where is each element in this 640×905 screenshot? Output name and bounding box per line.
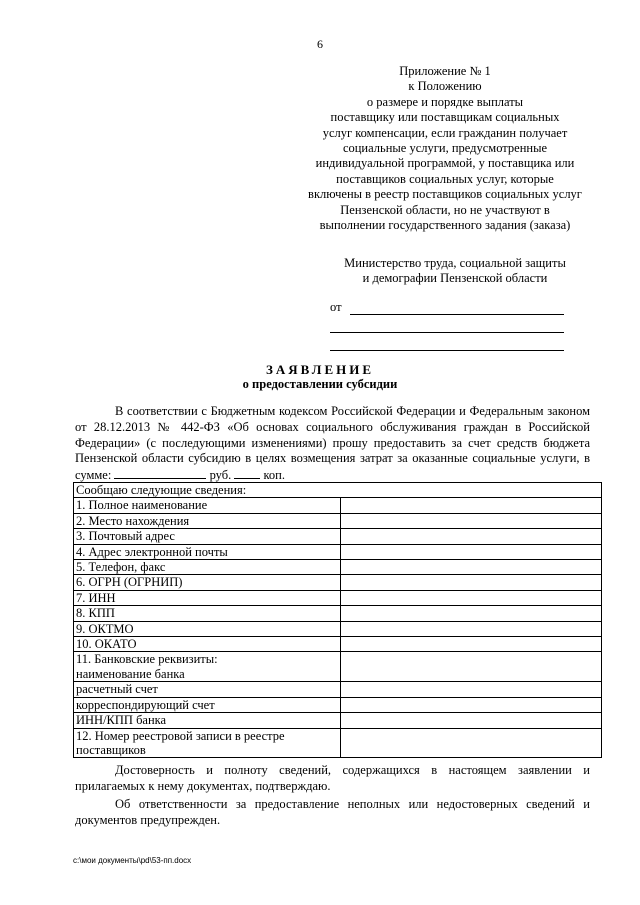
from-label: от [330,300,342,314]
from-rule [350,314,564,315]
table-row [74,728,602,758]
row-label: 5. Телефон, факс [74,560,341,575]
table-row [74,713,602,728]
from-rule [330,350,564,351]
row-value[interactable] [341,529,602,544]
appendix-line: социальные услуги, предусмотренные [342,141,548,156]
row-label: 1. Полное наименование [74,498,341,513]
table-row [74,498,602,513]
row-label: ИНН/КПП банка [74,713,341,728]
footer-file-path: c:\мои документы\pd\53-пп.docx [73,856,192,865]
kop-label: коп. [263,468,285,483]
table-row [74,513,602,528]
amount-rub-field[interactable] [114,467,206,479]
row-label: расчетный счет [74,682,341,697]
appendix-line: о размере и порядке выплаты [366,94,524,109]
closing-paragraphs [75,762,590,830]
row-label: 6. ОГРН (ОГРНИП) [74,575,341,590]
table-row [74,606,602,621]
document-title: ЗАЯВЛЕНИЕ [265,362,375,377]
appendix-line: включены в реестр поставщиков социальных услуг [308,187,582,202]
table-row [74,544,602,559]
appendix-line: выполнении государственного задания (заказа) [319,218,571,233]
row-label: 7. ИНН [74,590,341,605]
table-row [74,560,602,575]
row-label: 3. Почтовый адрес [74,529,341,544]
table-row [74,637,602,652]
row-label: 8. КПП [74,606,341,621]
bank-label [74,652,341,682]
row-value[interactable] [341,621,602,636]
registry-label [74,728,341,758]
row-value[interactable] [341,697,602,712]
row-value[interactable] [341,606,602,621]
closing-paragraph: Достоверность и полноту сведений, содержащихся в настоящем заявлении и прилагаемых к нему документах, подтверждаю. [75,763,590,793]
row-value[interactable] [341,498,602,513]
table-row [74,682,602,697]
table-row [74,590,602,605]
row-value[interactable] [341,682,602,697]
table-header: Сообщаю следующие сведения: [74,483,602,498]
row-label: корреспондирующий счет [74,697,341,712]
from-rule [330,332,564,333]
row-value[interactable] [341,590,602,605]
amount-kop-field[interactable] [234,467,260,479]
row-value[interactable] [341,513,602,528]
row-label: 10. ОКАТО [74,637,341,652]
body-text: В соответствии с Бюджетным кодексом Российской Федерации и Федеральным законом от 28.12.2013 № 442-ФЗ «Об основах социального обслуживания граждан в Российской Федерации» (с последующими изменениями) прошу предоставить за счет средств бюджета Пензенской области субсидию в целях возмещения затрат за оказанные социальные услуги, в сумме: [75,404,590,483]
row-value[interactable] [341,713,602,728]
from-field-2[interactable] [330,318,570,334]
from-block [330,300,570,354]
row-label: 9. ОКТМО [74,621,341,636]
row-value[interactable] [341,560,602,575]
bank-title: 11. Банковские реквизиты: [76,652,218,667]
recipient-block [310,256,600,287]
row-label: 2. Место нахождения [74,513,341,528]
appendix-line: услуг компенсации, если гражданин получает [322,125,568,140]
table-row [74,529,602,544]
registry-line: 12. Номер реестровой записи в реестре [76,728,285,743]
appendix-line: к Положению [408,79,482,94]
document-subtitle: о предоставлении субсидии [242,377,398,391]
bank-name-label: наименование банка [76,666,185,681]
appendix-line: Пензенской области, но не участвуют в [340,202,550,217]
appendix-line: Приложение № 1 [399,64,491,78]
table-row [74,652,602,682]
row-value[interactable] [341,652,602,682]
table-row [74,621,602,636]
row-label: 4. Адрес электронной почты [74,544,341,559]
appendix-line: поставщику или поставщикам социальных [330,110,560,125]
appendix-line: индивидуальной программой, у поставщика или [315,156,575,171]
row-value[interactable] [341,544,602,559]
row-value[interactable] [341,637,602,652]
body-paragraph [75,404,590,484]
closing-paragraph: Об ответственности за предоставление неполных или недостоверных сведений и документов предупрежден. [75,797,590,827]
rub-label: руб. [209,468,232,483]
appendix-line: поставщиков социальных услуг, которые [336,171,554,186]
table-row [74,697,602,712]
recipient-line: Министерство труда, социальной защиты [344,256,566,270]
table-row [74,575,602,590]
table-row [74,483,602,498]
row-value[interactable] [341,575,602,590]
from-field[interactable] [330,300,570,316]
recipient-line: и демографии Пензенской области [362,271,548,286]
info-table [73,482,602,758]
from-field-3[interactable] [330,336,570,352]
row-value[interactable] [341,728,602,758]
appendix-header [290,64,600,233]
page-number: 6 [317,37,323,51]
registry-line: поставщиков [76,742,146,757]
